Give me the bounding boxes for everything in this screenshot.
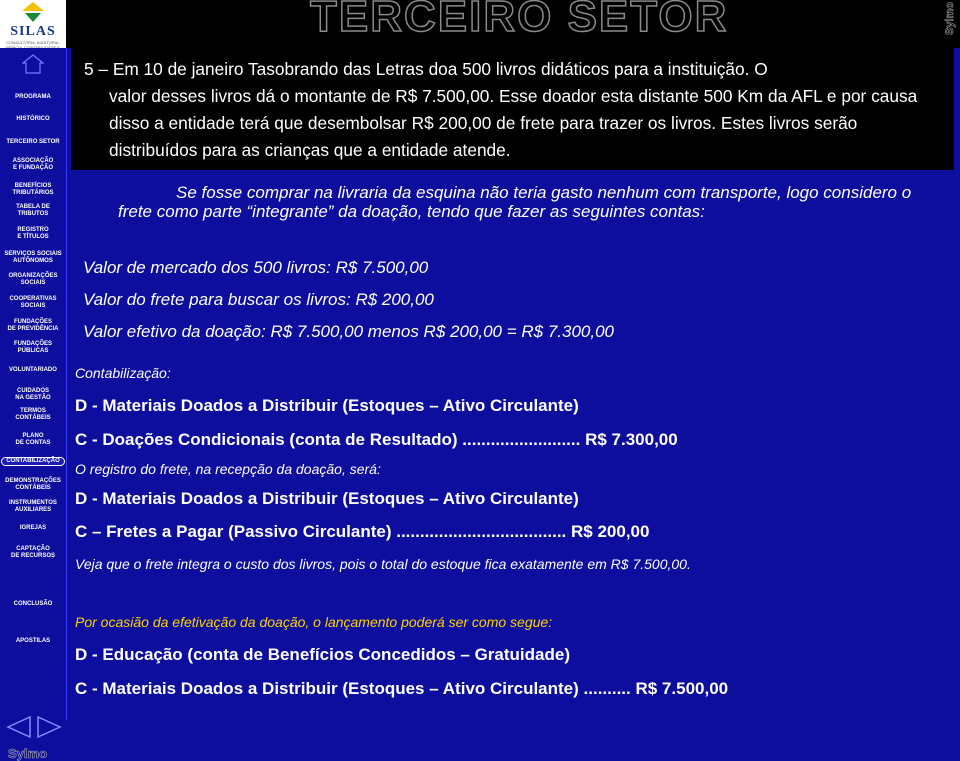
entry-note: Veja que o frete integra o custo dos livros, pois o total do estoque fica exatamente em R$ 7.500,00. xyxy=(75,556,691,572)
prev-arrow-icon[interactable] xyxy=(8,717,30,737)
sidebar-item[interactable]: FUNDAÇÕES PÚBLICAS xyxy=(13,341,52,354)
sidebar-item[interactable]: REGISTRO E TÍTULOS xyxy=(17,227,49,240)
silas-logo xyxy=(0,0,66,48)
question-first-line: 5 – Em 10 de janeiro Tasobrando das Letras doa 500 livros didáticos para a instituição. O xyxy=(84,59,768,79)
sidebar-item[interactable]: ASSOCIAÇÃO E FUNDAÇÃO xyxy=(12,158,54,171)
entry-credit: C - Doações Condicionais (conta de Resultado) ......................... R$ 7.300,00 xyxy=(75,430,678,449)
logo-text: SILAS xyxy=(10,24,56,39)
sidebar-item[interactable]: PROGRAMA xyxy=(15,94,51,100)
entry-debit: D - Educação (conta de Benefícios Concedidos – Gratuidade) xyxy=(75,645,570,664)
sidebar-item[interactable]: IGREJAS xyxy=(19,525,47,531)
sidebar-item[interactable]: SERVIÇOS SOCIAIS AUTÔNOMOS xyxy=(4,251,62,264)
sidebar-item[interactable]: INSTRUMENTOS AUXILIARES xyxy=(9,500,57,513)
next-arrow-icon[interactable] xyxy=(38,717,60,737)
entry-credit: C – Fretes a Pagar (Passivo Circulante) .................................... R$ 200,00 xyxy=(75,522,650,541)
logo-mark-icon xyxy=(22,2,44,22)
sidebar-item[interactable]: DEMONSTRAÇÕES CONTÁBEIS xyxy=(5,478,61,491)
entry-debit: D - Materiais Doados a Distribuir (Estoques – Ativo Circulante) xyxy=(75,489,579,508)
entry-note-highlight: Por ocasião da efetivação da doação, o lançamento poderá ser como segue: xyxy=(75,614,553,630)
sidebar-item[interactable]: TABELA DE TRIBUTOS xyxy=(16,204,50,217)
entry-debit: D - Materiais Doados a Distribuir (Estoques – Ativo Circulante) xyxy=(75,396,579,415)
sidebar-item[interactable]: APOSTILAS xyxy=(15,638,51,644)
calc-line: Valor de mercado dos 500 livros: R$ 7.500,00 xyxy=(83,258,429,277)
home-icon[interactable] xyxy=(22,54,44,74)
sidebar-item[interactable]: CAPTAÇÃO DE RECURSOS xyxy=(10,546,55,559)
logo-subtitle: CONSULTORIA, AUDITORIA, xyxy=(6,40,60,45)
brand-top-right: Sylmo xyxy=(944,2,956,36)
entry-credit: C - Materiais Doados a Distribuir (Estoques – Ativo Circulante) .......... R$ 7.500,00 xyxy=(75,679,729,698)
question-text xyxy=(84,56,944,164)
sidebar-item[interactable]: HISTÓRICO xyxy=(16,116,50,122)
sidebar-item[interactable]: PLANO DE CONTAS xyxy=(15,433,51,446)
calc-line: Valor efetivo da doação: R$ 7.500,00 menos R$ 200,00 = R$ 7.300,00 xyxy=(83,322,614,341)
calc-line: Valor do frete para buscar os livros: R$ 200,00 xyxy=(83,290,434,309)
sidebar-item[interactable]: FUNDAÇÕES DE PREVIDÊNCIA xyxy=(7,319,59,332)
sidebar-item[interactable]: TERMOS CONTÁBEIS xyxy=(15,408,51,421)
sidebar-item[interactable]: VOLUNTARIADO xyxy=(9,367,57,373)
nav-arrows xyxy=(6,716,62,738)
question-rest: valor desses livros dá o montante de R$ 7.500,00. Esse doador esta distante 500 Km da AFL e por causa disso a entidade terá que desembolsar R$ 200,00 de frete para trazer os livros. Estes livros serão distribuídos para as crianças que a entidade atende. xyxy=(109,86,918,160)
entry-note: O registro do frete, na recepção da doação, será: xyxy=(75,461,381,477)
page-title: TERCEIRO SETOR xyxy=(310,0,729,41)
sidebar xyxy=(0,48,67,761)
brand-bottom-left: Sylmo xyxy=(8,746,48,761)
intro-paragraph: Se fosse comprar na livraria da esquina não teria gasto nenhum com transporte, logo considero o frete como parte “integrante” da doação, tendo que fazer as seguintes contas: xyxy=(118,183,912,221)
sidebar-item[interactable]: COOPERATIVAS SOCIAIS xyxy=(9,296,57,309)
sidebar-item[interactable]: CUIDADOS NA GESTÃO xyxy=(15,388,51,401)
sidebar-item[interactable]: ORGANIZAÇÕES SOCIAIS xyxy=(8,273,58,286)
sidebar-item[interactable]: CONTABILIZAÇÃO xyxy=(1,457,65,466)
sidebar-item[interactable]: BENEFÍCIOS TRIBUTÁRIOS xyxy=(12,183,54,196)
entry-heading: Contabilização: xyxy=(75,365,171,381)
sidebar-item[interactable]: CONCLUSÃO xyxy=(13,601,53,607)
sidebar-item[interactable]: TERCEIRO SETOR xyxy=(6,139,60,145)
